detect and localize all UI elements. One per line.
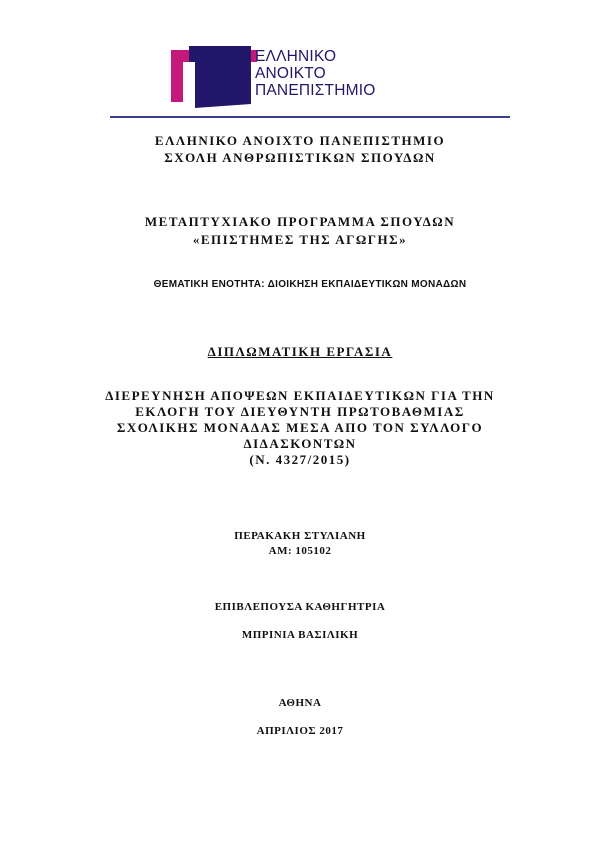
author-id: ΑΜ: 105102	[268, 545, 332, 557]
university-logo	[171, 42, 411, 114]
thematic-unit: ΘΕΜΑΤΙΚΗ ΕΝΟΤΗΤΑ: ΔΙΟΙΚΗΣΗ ΕΚΠΑΙΔΕΥΤΙΚΩΝ ΜΟΝΑΔΩΝ	[153, 279, 467, 290]
author-name: ΠΕΡΑΚΑΚΗ ΣΤΥΛΙΑΝΗ	[234, 530, 366, 542]
logo-line: ΠΑΝΕΠΙΣΤΗΜΙΟ	[255, 82, 376, 99]
program-subtitle: «ΕΠΙΣΤΗΜΕΣ ΤΗΣ ΑΓΩΓΗΣ»	[192, 232, 408, 247]
law-reference: (Ν. 4327/2015)	[249, 452, 351, 467]
thesis-title-line: ΔΙΔΑΣΚΟΝΤΩΝ	[243, 436, 357, 451]
place: ΑΘΗΝΑ	[278, 697, 322, 709]
logo-navy-shape	[189, 46, 251, 108]
school-name: ΣΧΟΛΗ ΑΝΘΡΩΠΙΣΤΙΚΩΝ ΣΠΟΥΔΩΝ	[164, 150, 436, 165]
logo-wordmark	[255, 48, 405, 99]
logo-emblem	[171, 42, 257, 114]
thesis-title-line: ΣΧΟΛΙΚΗΣ ΜΟΝΑΔΑΣ ΜΕΣΑ ΑΠΟ ΤΟΝ ΣΥΛΛΟΓΟ	[116, 420, 484, 435]
thesis-title-line: ΕΚΛΟΓΗ ΤΟΥ ΔΙΕΥΘΥΝΤΗ ΠΡΩΤΟΒΑΘΜΙΑΣ	[135, 404, 465, 419]
program-name: ΜΕΤΑΠΤΥΧΙΑΚΟ ΠΡΟΓΡΑΜΜΑ ΣΠΟΥΔΩΝ	[144, 214, 456, 229]
date: ΑΠΡΙΛΙΟΣ 2017	[256, 725, 344, 737]
logo-line: ΑΝΟΙΚΤΟ	[255, 65, 326, 82]
thesis-title-line: ΔΙΕΡΕΥΝΗΣΗ ΑΠΟΨΕΩΝ ΕΚΠΑΙΔΕΥΤΙΚΩΝ ΓΙΑ ΤΗΝ	[105, 388, 495, 403]
university-name: ΕΛΛΗΝΙΚΟ ΑΝΟΙΧΤΟ ΠΑΝΕΠΙΣΤΗΜΙΟ	[154, 133, 446, 148]
logo-line: ΕΛΛΗΝΙΚΟ	[255, 48, 337, 65]
thesis-heading: ΔΙΠΛΩΜΑΤΙΚΗ ΕΡΓΑΣΙΑ	[207, 344, 393, 359]
header-rule	[110, 116, 510, 118]
supervisor-label: ΕΠΙΒΛΕΠΟΥΣΑ ΚΑΘΗΓΗΤΡΙΑ	[214, 601, 386, 613]
supervisor-name: ΜΠΡΙΝΙΑ ΒΑΣΙΛΙΚΗ	[241, 629, 359, 641]
